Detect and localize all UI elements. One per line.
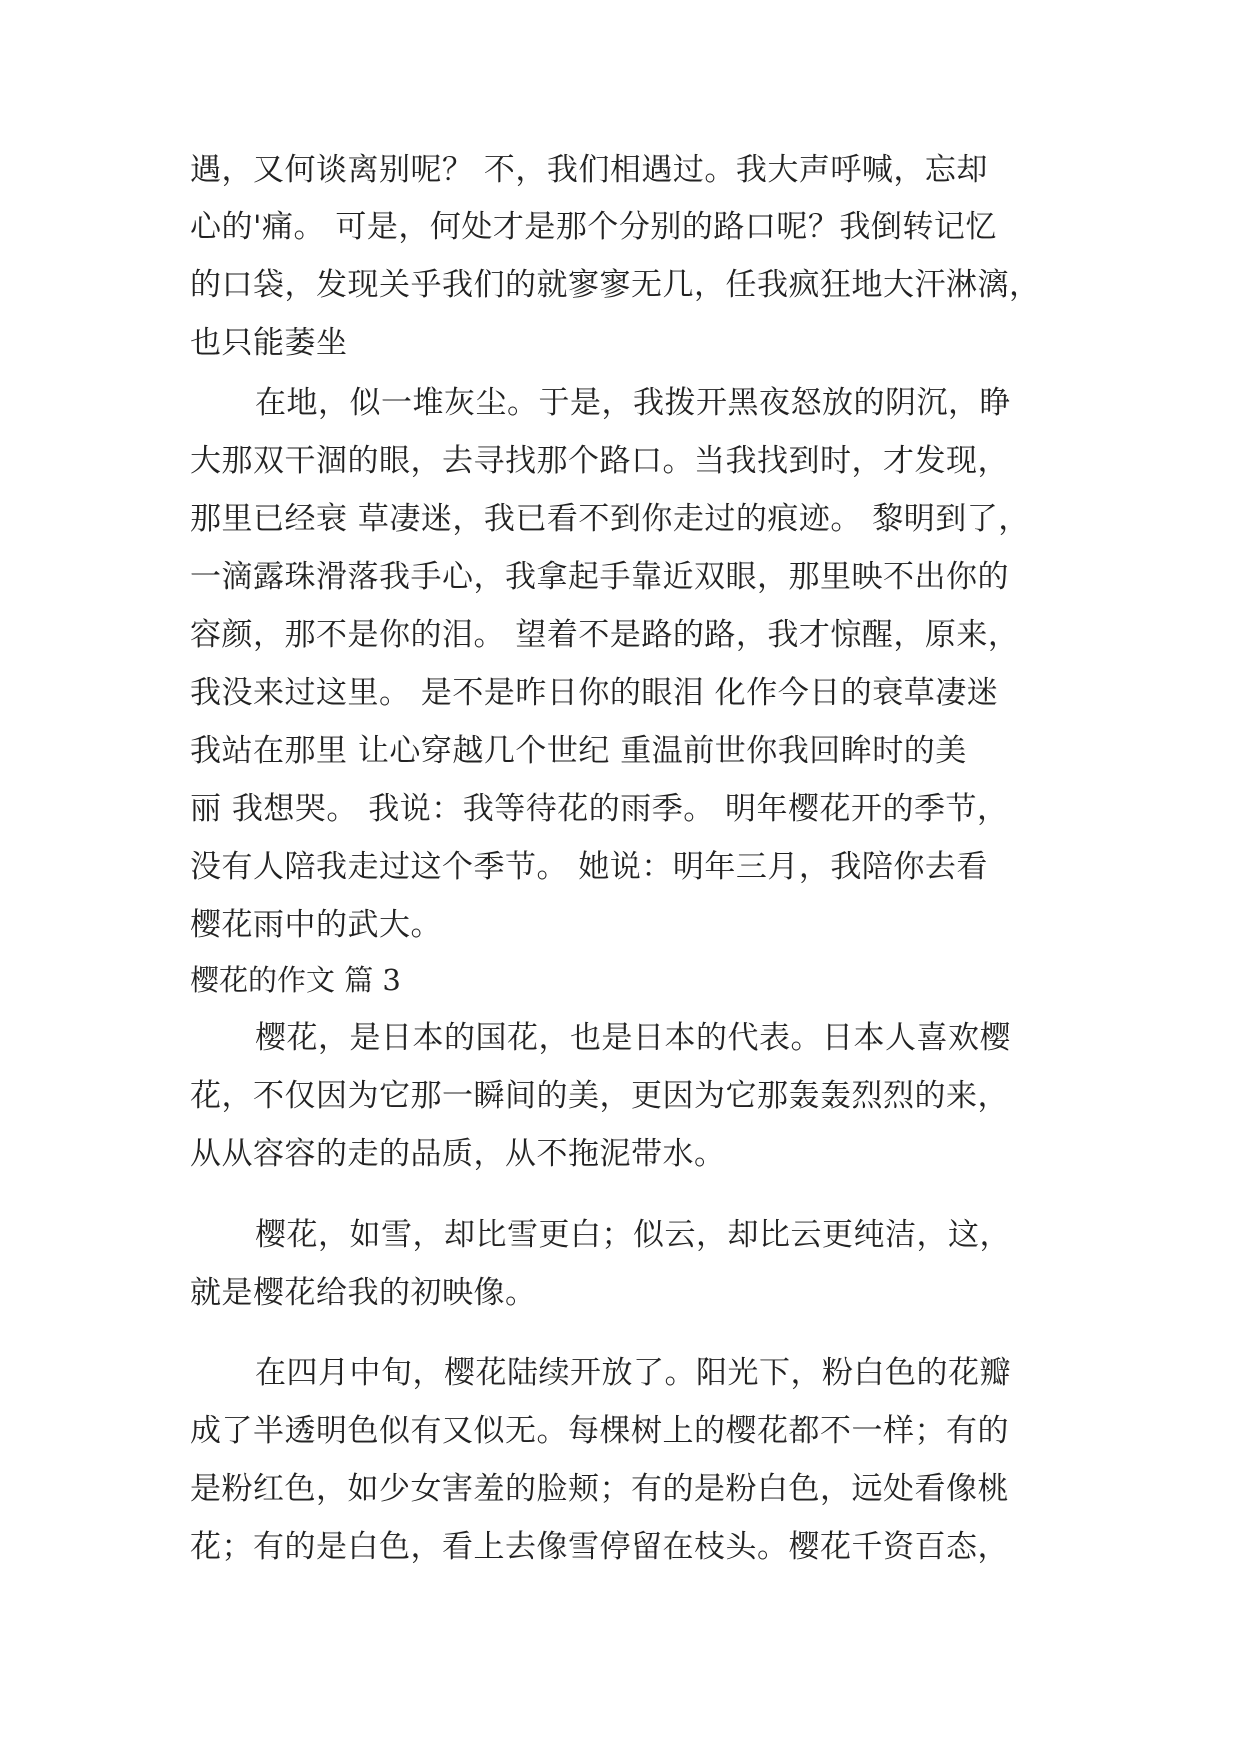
text-line: 遇，又何谈离别呢？ 不，我们相遇过。我大声呼喊，忘却	[190, 152, 988, 188]
text-line: 我没来过这里。 是不是昨日你的眼泪 化作今日的衰草凄迷	[190, 675, 999, 711]
text-line: 樱花，如雪，却比雪更白；似云，却比云更纯洁，这，	[255, 1217, 1011, 1253]
text-line: 我站在那里 让心穿越几个世纪 重温前世你我回眸时的美	[190, 733, 967, 769]
text-line: 在四月中旬，樱花陆续开放了。阳光下，粉白色的花瓣	[255, 1355, 1011, 1391]
text-line: 也只能萎坐	[190, 325, 348, 361]
text-line: 从从容容的走的品质，从不拖泥带水。	[190, 1136, 726, 1172]
text-line: 樱花雨中的武大。	[190, 907, 442, 943]
text-line: 丽 我想哭。 我说：我等待花的雨季。 明年樱花开的季节，	[190, 791, 1009, 827]
text-line: 樱花，是日本的国花，也是日本的代表。日本人喜欢樱	[255, 1020, 1011, 1056]
text-line: 花；有的是白色，看上去像雪停留在枝头。樱花千资百态，	[190, 1529, 1009, 1565]
text-line: 成了半透明色似有又似无。每棵树上的樱花都不一样；有的	[190, 1413, 1009, 1449]
text-line: 容颜，那不是你的泪。 望着不是路的路，我才惊醒，原来，	[190, 617, 1020, 653]
section-heading: 樱花的作文 篇 3	[190, 963, 401, 997]
text-line: 的口袋，发现关乎我们的就寥寥无几，任我疯狂地大汗淋漓，	[190, 267, 1041, 303]
text-line: 没有人陪我走过这个季节。 她说：明年三月，我陪你去看	[190, 849, 988, 885]
text-line: 是粉红色，如少女害羞的脸颊；有的是粉白色，远处看像桃	[190, 1471, 1009, 1507]
text-line: 一滴露珠滑落我手心，我拿起手靠近双眼，那里映不出你的	[190, 559, 1009, 595]
text-line: 就是樱花给我的初映像。	[190, 1275, 537, 1311]
text-line: 花，不仅因为它那一瞬间的美，更因为它那轰轰烈烈的来，	[190, 1078, 1009, 1114]
text-line: 那里已经衰 草凄迷，我已看不到你走过的痕迹。 黎明到了，	[190, 501, 1030, 537]
text-line: 大那双干涸的眼，去寻找那个路口。当我找到时，才发现，	[190, 443, 1009, 479]
text-line: 在地，似一堆灰尘。于是，我拨开黑夜怒放的阴沉，睁	[255, 385, 1011, 421]
text-line: 心的'痛。 可是，何处才是那个分别的路口呢？我倒转记忆	[190, 209, 997, 245]
